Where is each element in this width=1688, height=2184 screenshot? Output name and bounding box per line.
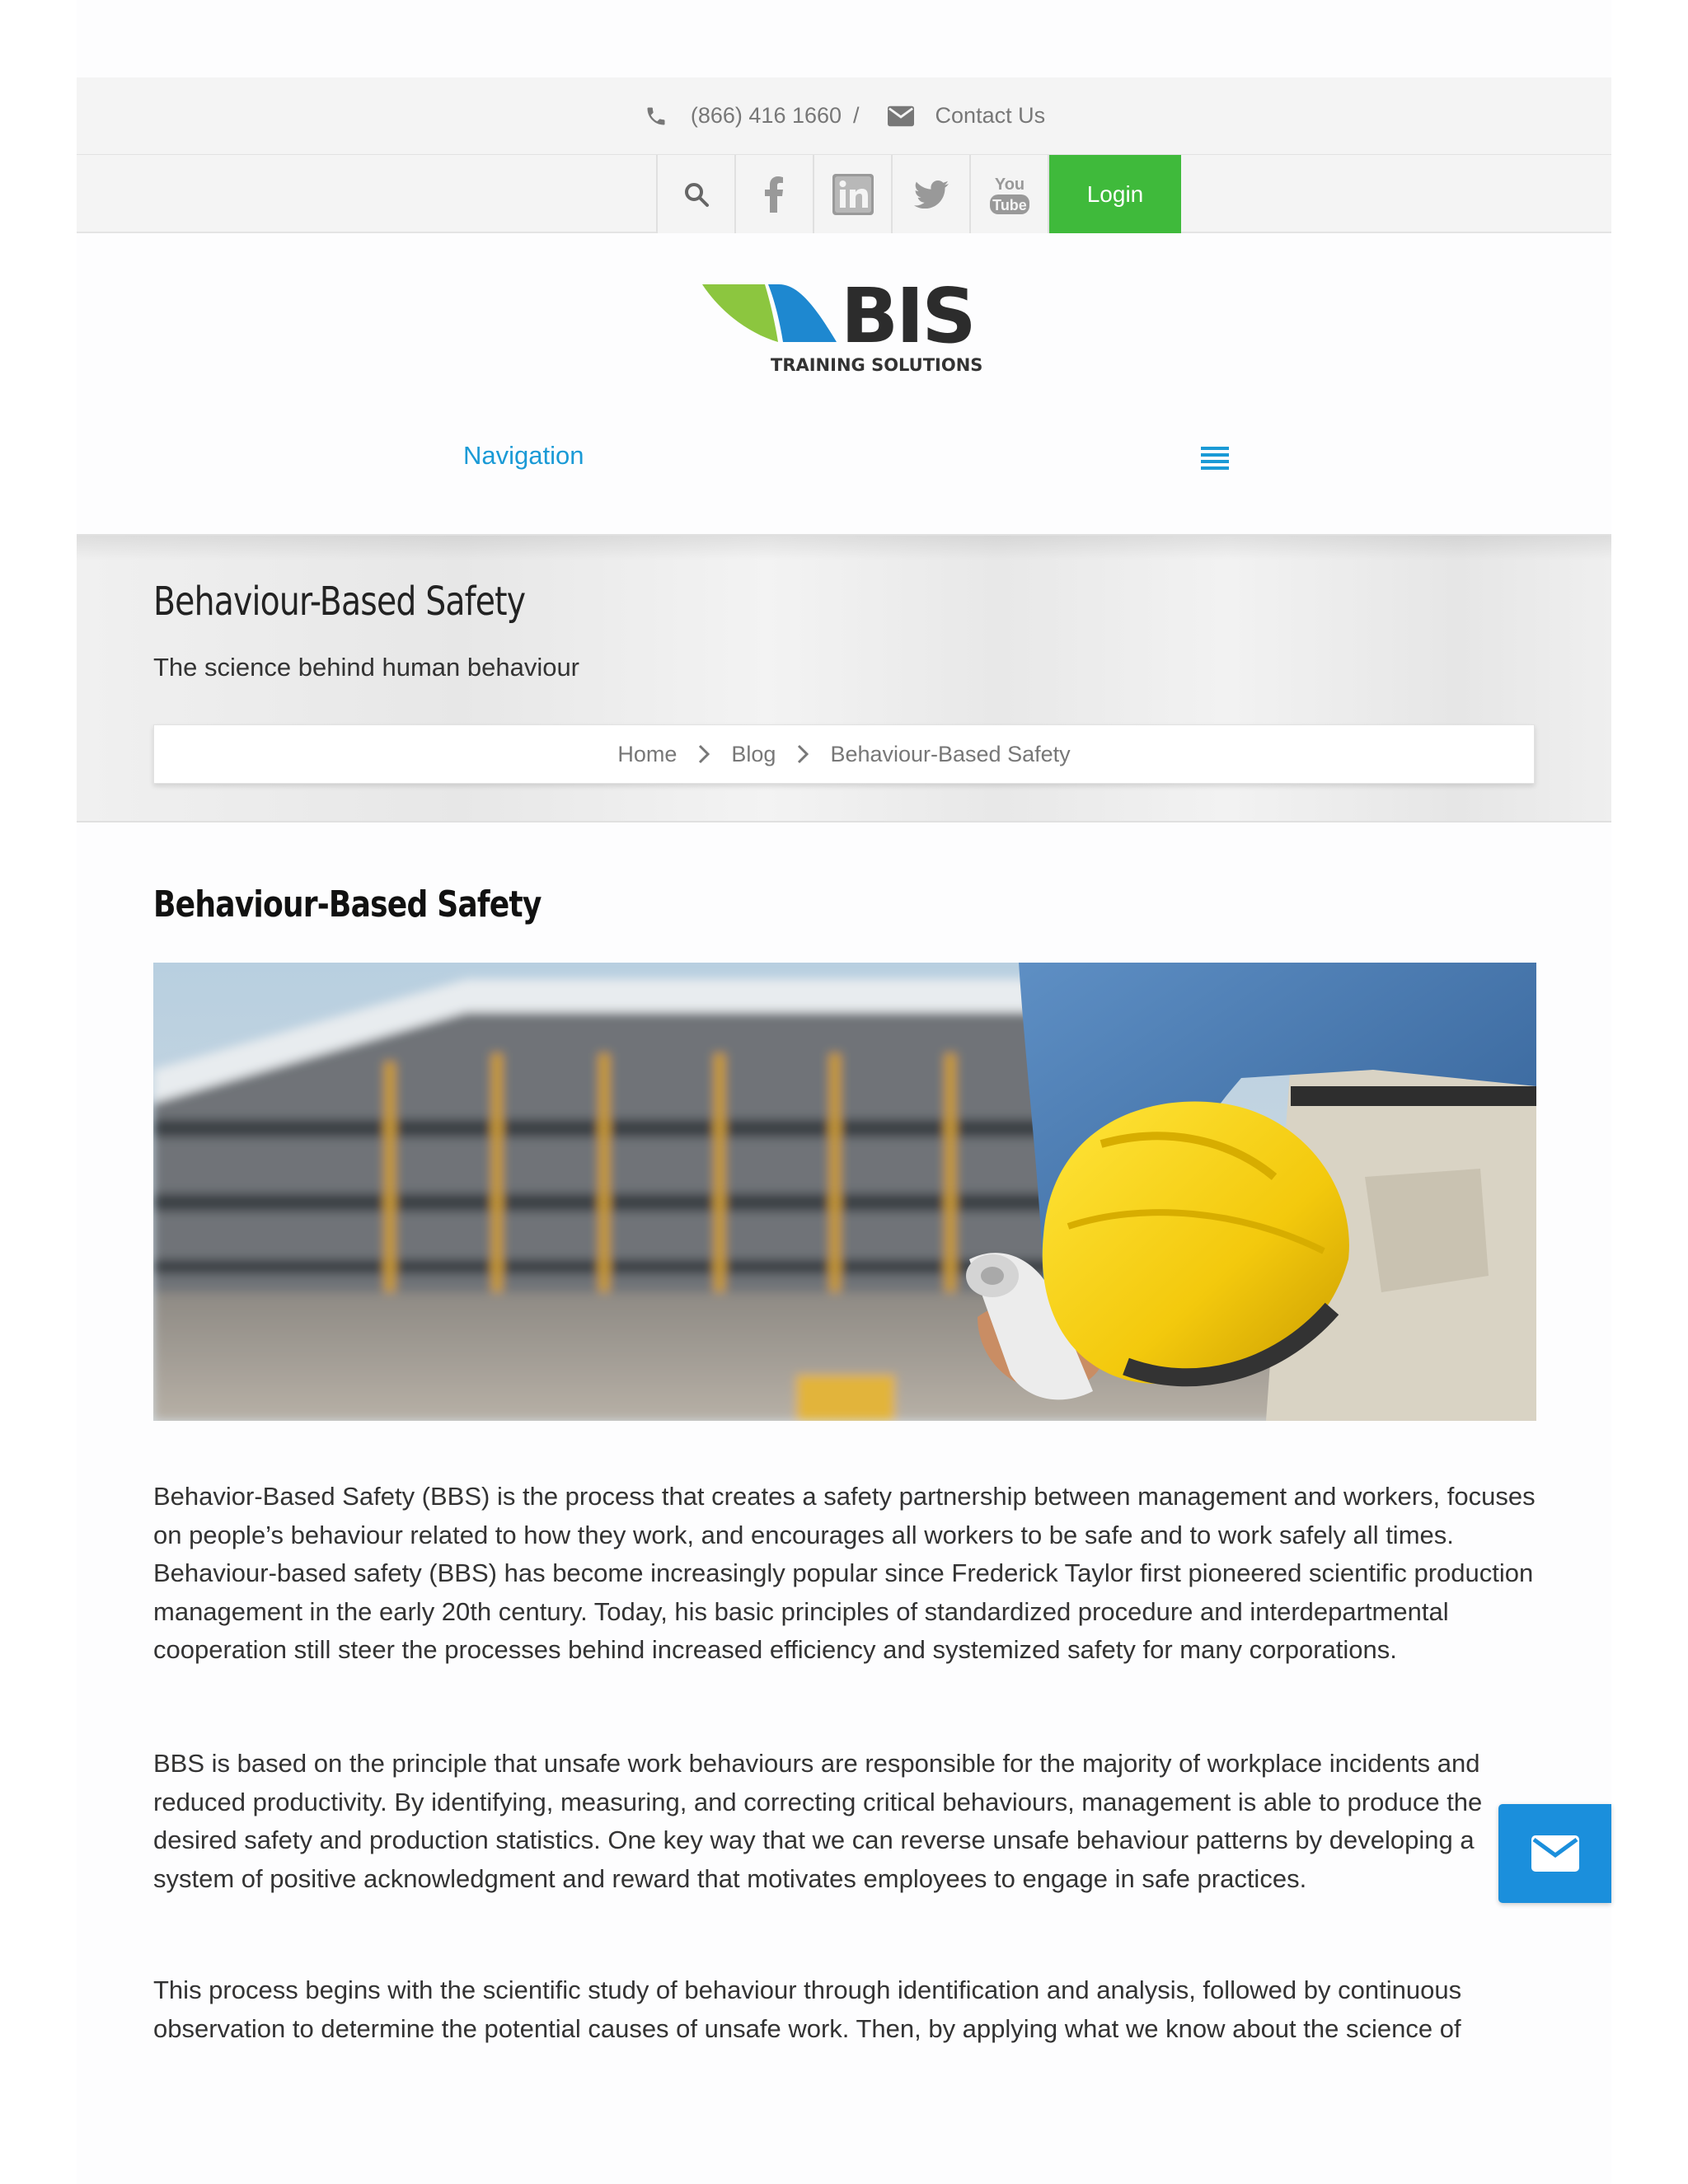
- article-title: Behaviour-Based Safety: [153, 883, 542, 926]
- logo-tagline: TRAINING SOLUTIONS: [771, 355, 983, 375]
- article-paragraph: This process begins with the scientific study of behaviour through identification and analysis, followed by continuous observation to determine the potential causes of unsafe work. Then, by applying what we know about the science of: [153, 1975, 1462, 2043]
- phone-number[interactable]: (866) 416 1660: [690, 103, 842, 128]
- twitter-button[interactable]: [891, 155, 969, 233]
- linkedin-icon: [832, 173, 874, 216]
- youtube-button[interactable]: [969, 155, 1048, 233]
- article-paragraph: BBS is based on the principle that unsafe work behaviours are responsible for the majority of workplace incidents and reduced productivity. By identifying, measuring, and correcting critical behaviours, management is able to produce the desired safety and production statistics. One key way that we can reverse unsafe behaviour patterns by developing a system of positive acknowledgment and reward that motivates employees to engage in safe practices.: [153, 1749, 1483, 1893]
- envelope-icon: [888, 103, 914, 129]
- menu-icon[interactable]: [1201, 447, 1229, 470]
- article-paragraph: Behavior-Based Safety (BBS) is the process that creates a safety partnership between management and workers, focuses on people’s behaviour related to how they work, and encourages all workers to be safe and to work safely all times. Behaviour-based safety (BBS) has become increasingly popular since Frederick Taylor first pioneered scientific production management in the early 20th century. Today, his basic principles of standardized procedure and interdepartmental cooperation still steer the processes behind increased efficiency and systemized safety for many corporations.: [153, 1482, 1536, 1664]
- youtube-icon: [987, 173, 1032, 216]
- breadcrumb-blog[interactable]: Blog: [731, 741, 776, 766]
- contact-bar: [77, 77, 1611, 155]
- contact-us-link[interactable]: Contact Us: [935, 103, 1046, 128]
- envelope-icon: [1531, 1835, 1579, 1872]
- bis-logo[interactable]: [701, 276, 991, 379]
- search-icon: [683, 181, 710, 208]
- login-button[interactable]: Login: [1048, 155, 1181, 233]
- contact-separator: /: [853, 103, 860, 128]
- social-buttons: [656, 155, 1181, 233]
- svg-text:You: You: [994, 175, 1025, 194]
- hero-subtitle: The science behind human behaviour: [153, 653, 580, 682]
- hero-banner: [77, 534, 1611, 823]
- facebook-button[interactable]: [734, 155, 813, 233]
- social-bar: [77, 155, 1611, 233]
- chevron-right-icon: [698, 744, 710, 764]
- hero-title: Behaviour-Based Safety: [153, 579, 526, 625]
- twitter-icon: [914, 180, 949, 209]
- chevron-right-icon: [797, 744, 809, 764]
- article-image: [153, 963, 1536, 1421]
- floating-mail-button[interactable]: [1498, 1804, 1611, 1903]
- breadcrumb-home[interactable]: Home: [617, 741, 678, 766]
- breadcrumb-current: Behaviour-Based Safety: [830, 741, 1071, 766]
- navigation-label[interactable]: Navigation: [463, 441, 584, 470]
- svg-text:Tube: Tube: [992, 196, 1027, 213]
- facebook-icon: [765, 176, 785, 213]
- search-button[interactable]: [656, 155, 734, 233]
- linkedin-button[interactable]: [813, 155, 891, 233]
- logo-brand: BIS: [841, 276, 974, 360]
- phone-icon: [643, 103, 669, 129]
- breadcrumb: [153, 724, 1535, 784]
